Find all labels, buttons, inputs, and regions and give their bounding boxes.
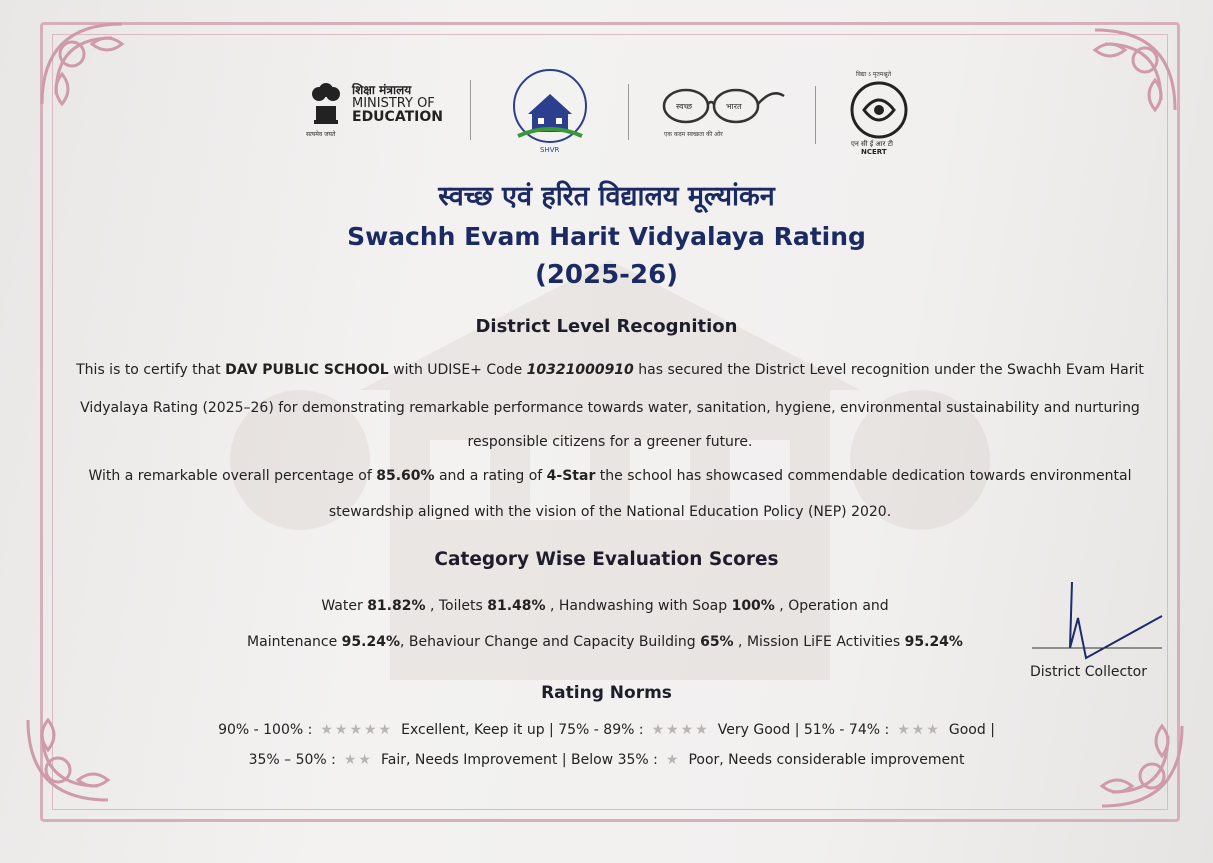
title-hindi: स्वच्छ एवं हरित विद्यालय मूल्यांकन: [438, 181, 775, 212]
title-year: (2025-26): [534, 260, 679, 290]
udise-code: 10321000910: [526, 362, 634, 378]
logo-divider: [628, 84, 629, 140]
five-star-icon: ★★★★★: [320, 722, 394, 738]
shvr-logo-icon: [498, 66, 602, 154]
two-star-range: 35% – 50% :: [248, 752, 336, 768]
ncert-caption-english: NCERT: [861, 148, 887, 156]
line4-suffix: the school has showcased commendable dedication towards environmental: [595, 468, 1132, 484]
ncert-logo-icon: [846, 80, 912, 140]
water-score: 81.82%: [367, 598, 426, 614]
swachh-right-text: भारत: [726, 102, 742, 111]
rating-norms-heading: Rating Norms: [541, 683, 672, 703]
ministry-hindi: शिक्षा मंत्रालय: [352, 83, 412, 97]
behaviour-score: 65%: [700, 634, 734, 650]
mission-label: , Mission LiFE Activities: [733, 634, 905, 650]
corner-ornament-top-right: [1075, 20, 1185, 130]
logo-divider: [470, 80, 471, 140]
three-star-icon: ★★★: [897, 722, 941, 738]
one-star-text: Poor, Needs considerable improvement: [688, 752, 965, 768]
water-label: Water: [321, 598, 368, 614]
line4-prefix: With a remarkable overall percentage of: [88, 468, 377, 484]
om-score: 95.24%: [341, 634, 400, 650]
line1-mid: with UDISE+ Code: [388, 362, 527, 378]
one-star-icon: ★: [665, 752, 681, 768]
star-rating: 4-Star: [546, 468, 596, 484]
ncert-motto: विद्या ऽ मृतमश्नुते: [856, 71, 892, 78]
collector-signature: [1030, 578, 1170, 668]
emblem-caption: सत्यमेव जयते: [306, 131, 336, 138]
scores-line-2: [200, 634, 1010, 650]
behaviour-label: , Behaviour Change and Capacity Building: [399, 634, 701, 650]
ministry-line2: EDUCATION: [352, 109, 443, 126]
handwashing-score: 100%: [731, 598, 775, 614]
om-label: , Operation and: [774, 598, 889, 614]
two-star-text: Fair, Needs Improvement | Below 35% :: [380, 752, 658, 768]
handwashing-label: , Handwashing with Soap: [545, 598, 732, 614]
four-star-icon: ★★★★: [651, 722, 710, 738]
recognition-heading: District Level Recognition: [475, 316, 738, 337]
title-english: Swachh Evam Harit Vidyalaya Rating: [347, 222, 866, 251]
school-name: DAV PUBLIC SCHOOL: [225, 362, 389, 378]
norms-line-1: [0, 722, 1213, 738]
certificate-line-5: stewardship aligned with the vision of the National Education Policy (NEP) 2020.: [328, 504, 892, 520]
logo-divider: [815, 86, 816, 144]
signature-label: District Collector: [1030, 664, 1147, 680]
ministry-line1: MINISTRY OF: [352, 95, 435, 111]
maintenance-label: Maintenance: [247, 634, 342, 650]
national-emblem-icon: [306, 76, 346, 136]
certificate-line-1: [70, 360, 1150, 380]
certificate-line-3: responsible citizens for a greener future.: [467, 434, 753, 450]
toilets-score: 81.48%: [487, 598, 546, 614]
norms-line-2: [0, 752, 1213, 768]
mission-score: 95.24%: [904, 634, 963, 650]
swachh-left-text: स्वच्छ: [676, 102, 693, 111]
line1-prefix: This is to certify that: [76, 362, 226, 378]
scores-line-1: [230, 598, 980, 614]
corner-ornament-top-left: [32, 14, 142, 124]
swachh-caption: एक कदम स्वच्छता की ओर: [664, 131, 723, 138]
ministry-of-education-text: [352, 84, 443, 125]
overall-percentage: 85.60%: [376, 468, 435, 484]
shvr-caption: SHVR: [540, 146, 560, 154]
line1-suffix: has secured the District Level recognition under the Swachh Evam Harit: [633, 362, 1144, 378]
five-star-range: 90% - 100% :: [218, 722, 313, 738]
line4-mid: and a rating of: [434, 468, 547, 484]
toilets-label: , Toilets: [425, 598, 488, 614]
certificate-line-4: [70, 466, 1150, 486]
category-scores-heading: Category Wise Evaluation Scores: [434, 549, 779, 570]
two-star-icon: ★★: [343, 752, 373, 768]
three-star-text: Good |: [948, 722, 995, 738]
five-star-text: Excellent, Keep it up | 75% - 89% :: [401, 722, 644, 738]
ncert-caption-hindi: एन सी ई आर टी: [851, 140, 893, 148]
certificate-line-2: Vidyalaya Rating (2025–26) for demonstrating remarkable performance towards water, sanitation, hygiene, environmental sustainability and nurturing: [80, 400, 1140, 416]
four-star-text: Very Good | 51% - 74% :: [717, 722, 890, 738]
